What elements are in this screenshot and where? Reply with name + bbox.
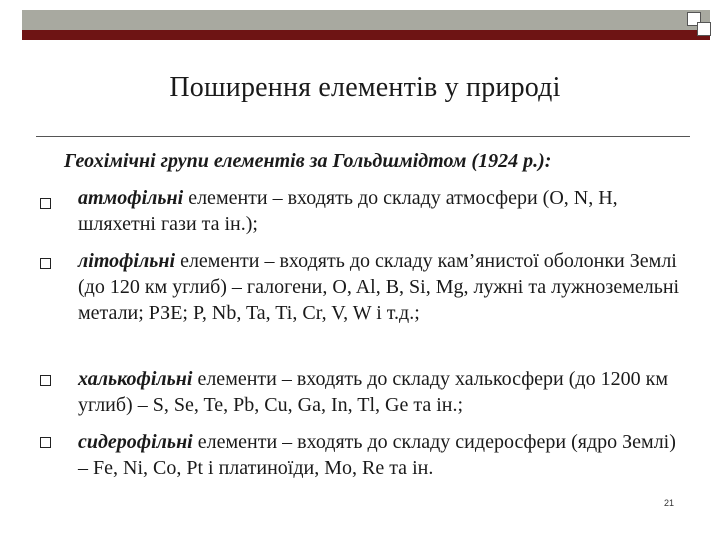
list-item [78, 429, 683, 481]
square-bullet-icon [40, 198, 51, 209]
square-bullet-icon [40, 258, 51, 269]
group-description: елементи – входять до складу кам’янистої оболонки Землі (до 120 км углиб) – галогени, O, Al, B, Si, Mg, лужні та лужноземельні метали; РЗЕ; P, Nb, Ta, Ti, Cr, V, W і т.д.; [78, 250, 680, 324]
group-description: елементи – входять до складу халькосфери (до 1200 км углиб) – S, Se, Te, Pb, Cu, Ga, In, Tl, Ge та ін.; [78, 368, 668, 416]
slide-title: Поширення елементів у природі [169, 72, 561, 103]
square-bullet-icon [40, 375, 51, 386]
group-term: халькофільні [78, 368, 193, 390]
group-term: сидерофільні [78, 431, 193, 453]
page-number: 21 [664, 498, 675, 508]
slide-subtitle: Геохімічні групи елементів за Гольдшмідтом (1924 р.): [64, 150, 552, 172]
group-term: атмофільні [78, 187, 184, 209]
group-description: елементи – входять до складу атмосфери (O, N, H, шляхетні гази та ін.); [78, 187, 618, 235]
square-bullet-icon [40, 437, 51, 448]
list-item [78, 366, 683, 418]
group-term: літофільні [78, 250, 176, 272]
header-bar-olive [22, 10, 710, 30]
list-item [78, 248, 683, 326]
group-description: елементи – входять до складу сидеросфери (ядро Землі) – Fe, Ni, Co, Pt і платиноїди, Mo, Re та ін. [78, 431, 676, 479]
title-rule [36, 136, 690, 137]
header-bar-dark [22, 30, 710, 40]
list-item [78, 185, 683, 237]
corner-square-decoration [697, 22, 711, 36]
